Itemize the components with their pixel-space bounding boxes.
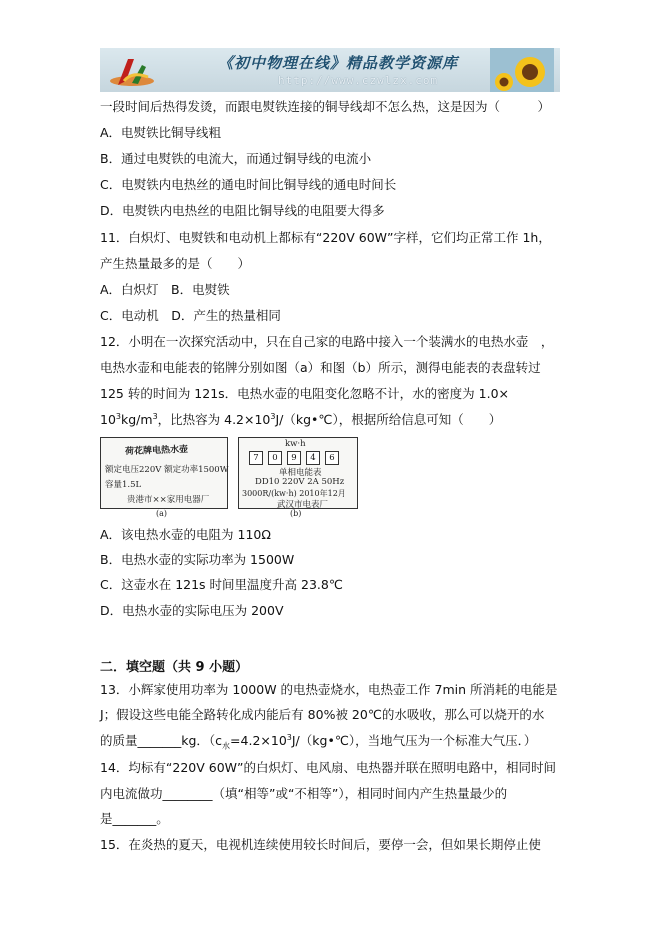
- meter-nameplate: [238, 437, 358, 509]
- q12-stem-line4: [100, 412, 501, 428]
- section-heading: 二．填空题（共 9 小题）: [100, 660, 249, 675]
- logo-icon: [108, 51, 156, 89]
- q10-option-d: D．电熨铁内电热丝的电阻比铜导线的电阻要大得多: [100, 203, 385, 218]
- q12-text: ，比热容为 4.2×10: [157, 412, 271, 427]
- banner-url: http://www.czwlzx.com: [278, 74, 439, 87]
- q12-text: kg/m: [121, 412, 153, 427]
- q12-stem-line2: 电热水壶和电能表的铭牌分别如图（a）和图（b）所示，测得电能表的表盘转过: [100, 360, 541, 375]
- q12-sup: 3: [270, 411, 276, 421]
- figure-b-caption: (b): [290, 509, 302, 518]
- q10-option-b: B．通过电熨铁的电流大，而通过铜导线的电流小: [100, 151, 372, 166]
- q14-stem-line3: 是_______。: [100, 811, 169, 826]
- figure-a-caption: (a): [156, 509, 168, 518]
- q13-stem-line2: [100, 707, 544, 723]
- q10-option-c: C．电熨铁内电热丝的通电时间比铜导线的通电时间长: [100, 177, 397, 192]
- q13-text: J/（kg•℃），当地气压为一个标准大气压．）: [291, 733, 537, 748]
- q13-sub: 水: [222, 741, 231, 751]
- q13-text: J；假设这些电能全路转化成内能后有 80%被 20: [100, 707, 368, 722]
- meter-digit: 9: [287, 451, 301, 465]
- kettle-rating: 额定电压220V 额定功率1500W: [105, 465, 229, 475]
- q13-text: ℃的水吸收，那么可以烧开的水: [367, 707, 545, 722]
- meter-digit: 6: [325, 451, 339, 465]
- meter-spec: DD10 220V 2A 50Hz: [255, 477, 345, 487]
- kettle-maker: 贵港市××家用电器厂: [127, 495, 210, 505]
- q11-options-line1: A．白炽灯 B．电熨铁: [100, 282, 230, 297]
- q13-sup: 3: [286, 732, 292, 742]
- meter-digit: 7: [249, 451, 263, 465]
- q12-sup: 3: [152, 411, 158, 421]
- q11-stem-line1: 11．白炽灯、电熨铁和电动机上都标有“220V 60W”字样，它们均正常工作 1h，: [100, 230, 551, 245]
- q15-stem-line1: 15．在炎热的夏天，电视机连续使用较长时间后，要停一会，但如果长期停止使: [100, 837, 541, 852]
- meter-digit: 4: [306, 451, 320, 465]
- meter-constant: 3000R/(kw·h) 2010年12月: [242, 489, 346, 498]
- q14-stem-line2: 内电流做功________（填“相等”或“不相等”），相同时间内产生热量最少的: [100, 786, 508, 801]
- q12-option-c: C．这壶水在 121s 时间里温度升高 23.8℃: [100, 577, 343, 592]
- q12-stem-line1: 12．小明在一次探究活动中，只在自己家的电路中接入一个装满水的电热水壶 ，: [100, 334, 554, 349]
- q11-options-line2: C．电动机 D．产生的热量相同: [100, 308, 281, 323]
- q12-option-a: A．该电热水壶的电阻为 110Ω: [100, 527, 271, 542]
- q10-option-a: A．电熨铁比铜导线粗: [100, 125, 222, 140]
- q14-stem-line1: 14．均标有“220V 60W”的白炽灯、电风扇、电热器并联在照明电路中，相同时间: [100, 760, 557, 775]
- meter-unit: kw·h: [285, 439, 306, 449]
- header-banner: [100, 48, 560, 92]
- kettle-capacity: 容量1.5L: [105, 480, 142, 490]
- kettle-title: 荷花牌电热水壶: [124, 444, 189, 458]
- q13-stem-line3: [100, 733, 536, 749]
- q13-text: 的质量_______kg．（c: [100, 733, 223, 748]
- meter-maker: 武汉市电表厂: [277, 500, 329, 510]
- figure-b: [238, 437, 362, 521]
- q13-stem-line1: 13．小辉家使用功率为 1000W 的电热壶烧水，电热壶工作 7min 所消耗的电能是: [100, 682, 558, 697]
- q12-text: 10: [100, 412, 116, 427]
- meter-digit: 0: [268, 451, 282, 465]
- sunflower-icon: [490, 48, 554, 92]
- meter-name: 单相电能表: [279, 468, 322, 478]
- q10-stem: 一段时间后热得发烫，而跟电熨铁连接的铜导线却不怎么热，这是因为（ ）: [100, 99, 551, 114]
- banner-title: 《初中物理在线》精品教学资源库: [218, 54, 459, 72]
- q12-stem-line3: 125 转的时间为 121s．电热水壶的电阻变化忽略不计，水的密度为 1.0×: [100, 386, 510, 401]
- q13-text: =4.2×10: [230, 733, 287, 748]
- figure-a: [100, 437, 230, 521]
- q12-text: J/（kg•℃），根据所给信息可知（ ）: [275, 412, 502, 427]
- q12-option-d: D．电热水壶的实际电压为 200V: [100, 603, 284, 618]
- meter-digits: [249, 451, 339, 465]
- q12-option-b: B．电热水壶的实际功率为 1500W: [100, 552, 295, 567]
- kettle-nameplate: [100, 437, 228, 509]
- q11-stem-line2: 产生热量最多的是（ ）: [100, 256, 251, 271]
- q12-sup: 3: [115, 411, 121, 421]
